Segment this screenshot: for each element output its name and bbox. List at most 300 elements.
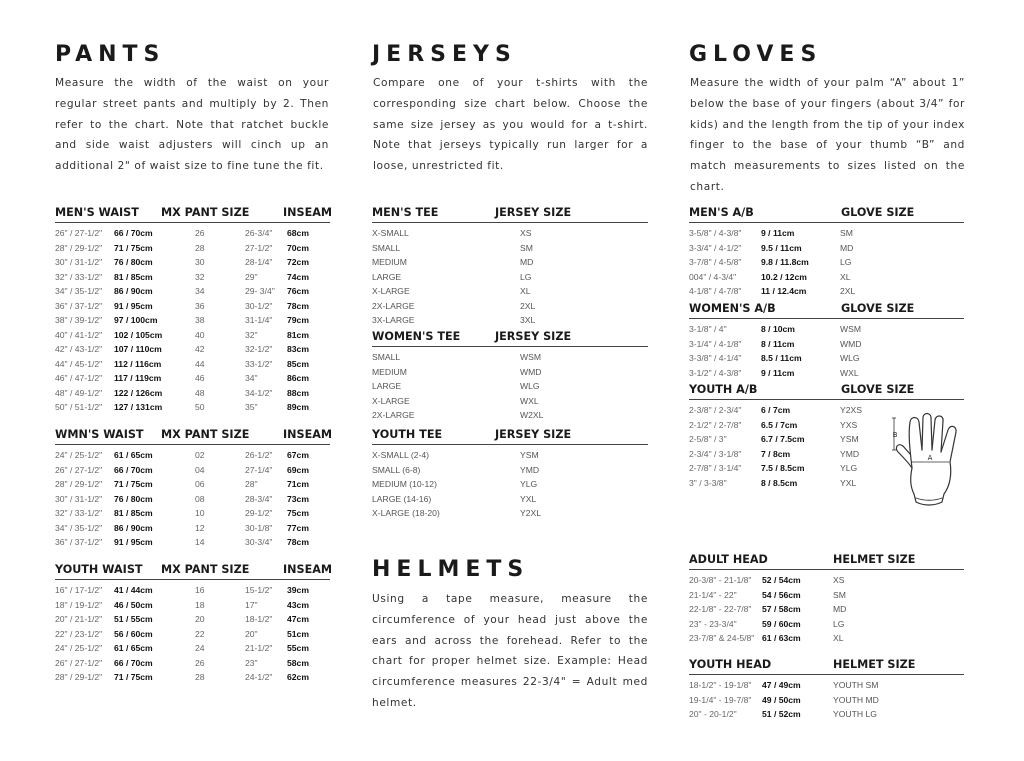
table-header: [689, 552, 964, 570]
table-cell: 3-3/4" / 4-1/2": [689, 242, 742, 253]
table-cell: 75cm: [287, 508, 309, 518]
table-cell: 8 / 10cm: [761, 324, 795, 334]
table-cell: 117 / 119cm: [114, 373, 162, 383]
table-cell: 2X-LARGE: [372, 300, 415, 311]
table-cell: 9.5 / 11cm: [761, 242, 802, 253]
table-cell: 59 / 60cm: [762, 618, 801, 629]
header-mx-pant-size: MX PANT SIZE: [161, 563, 250, 576]
header-mens-tee: MEN'S TEE: [372, 206, 439, 219]
table-cell: 52 / 54cm: [762, 575, 801, 585]
table-cell: 12: [195, 522, 205, 533]
table-cell: 14: [195, 537, 205, 547]
table-row: [689, 285, 964, 300]
table-cell: X-LARGE (18-20): [372, 508, 440, 518]
table-row: [372, 256, 648, 271]
table-cell: 10.2 / 12cm: [761, 271, 807, 282]
table-cell: 48" / 49-1/2": [55, 387, 103, 398]
youth-helmet-table: [689, 657, 964, 723]
table-header: [689, 657, 964, 675]
glove-diagram-icon: [890, 410, 972, 510]
helmets-title: HELMETS: [372, 557, 530, 582]
womens-glove-rows: [689, 319, 964, 381]
table-cell: 77cm: [287, 522, 309, 533]
table-cell: MEDIUM: [372, 366, 407, 377]
table-cell: 26" / 27-1/2": [55, 657, 103, 668]
table-cell: 71 / 75cm: [114, 479, 153, 489]
table-cell: SMALL: [372, 352, 401, 362]
table-cell: MEDIUM: [372, 257, 407, 267]
table-row: [372, 478, 648, 493]
table-row: [55, 271, 330, 286]
table-cell: 102 / 105cm: [114, 329, 163, 340]
table-row: [689, 404, 911, 419]
table-cell: 86cm: [287, 373, 309, 383]
table-cell: 43cm: [287, 599, 309, 610]
table-cell: 4-1/8" / 4-7/8": [689, 286, 742, 296]
table-cell: 26-3/4": [245, 228, 273, 238]
table-cell: 6.5 / 7cm: [761, 419, 798, 430]
table-row: [372, 227, 648, 242]
table-row: [55, 285, 330, 300]
table-cell: 2-3/8" / 2-3/4": [689, 405, 742, 415]
table-header: [55, 427, 333, 445]
table-cell: 29- 3/4": [245, 286, 275, 296]
table-cell: 91 / 95cm: [114, 300, 153, 311]
table-row: [372, 395, 648, 410]
table-cell: 42: [195, 344, 205, 354]
table-cell: 107 / 110cm: [114, 344, 162, 354]
youth-pants-rows: [55, 580, 330, 686]
table-cell: 6 / 7cm: [761, 405, 791, 415]
table-row: [689, 367, 964, 382]
table-cell: 46: [195, 373, 205, 383]
table-cell: 78cm: [287, 300, 309, 311]
table-cell: 18-1/2": [245, 614, 273, 624]
table-cell: 32" / 33-1/2": [55, 508, 103, 518]
table-cell: 8.5 / 11cm: [761, 353, 802, 363]
table-cell: 30" / 31-1/2": [55, 257, 103, 267]
table-row: [55, 256, 330, 271]
table-cell: 15-1/2": [245, 585, 273, 595]
table-cell: 39cm: [287, 585, 309, 595]
table-row: [689, 433, 911, 448]
table-cell: 28" / 29-1/2": [55, 672, 103, 682]
table-row: [55, 300, 330, 315]
table-cell: 57 / 58cm: [762, 604, 801, 614]
table-row: [372, 285, 648, 300]
table-cell: 70cm: [287, 242, 309, 253]
table-cell: 38: [195, 315, 205, 325]
table-row: [55, 628, 330, 643]
header-youth-head: YOUTH HEAD: [689, 658, 772, 671]
table-row: [55, 536, 330, 551]
table-cell: 85cm: [287, 358, 309, 369]
youth-helmet-rows: [689, 675, 964, 723]
table-cell: YSM: [840, 434, 859, 444]
table-cell: 11 / 12.4cm: [761, 286, 807, 296]
table-cell: 2XL: [840, 286, 856, 296]
youth-glove-rows: [689, 400, 911, 491]
table-cell: 18: [195, 599, 205, 610]
table-cell: LG: [840, 257, 852, 267]
table-row: [372, 300, 648, 315]
table-cell: 48: [195, 387, 205, 398]
table-cell: YOUTH MD: [833, 694, 879, 705]
table-cell: 26-1/2": [245, 450, 273, 460]
table-header: [372, 427, 648, 445]
table-cell: 51cm: [287, 628, 309, 639]
table-cell: MEDIUM (10-12): [372, 479, 437, 489]
table-row: [689, 708, 964, 723]
table-cell: WSM: [840, 324, 862, 334]
table-row: [689, 603, 964, 618]
gloves-title: GLOVES: [689, 42, 823, 67]
table-cell: 27-1/4": [245, 464, 273, 475]
table-cell: 28: [195, 242, 205, 253]
table-cell: 81 / 85cm: [114, 271, 153, 282]
table-cell: 41 / 44cm: [114, 585, 153, 595]
table-header: [372, 205, 648, 223]
table-cell: 3-1/2" / 4-3/8": [689, 367, 742, 378]
table-cell: 2-7/8" / 3-1/4": [689, 463, 742, 473]
table-cell: 79cm: [287, 315, 309, 325]
table-row: [689, 323, 964, 338]
table-cell: 30" / 31-1/2": [55, 493, 103, 504]
table-header: [55, 205, 333, 223]
table-cell: 7.5 / 8.5cm: [761, 463, 805, 473]
table-cell: 36" / 37-1/2": [55, 537, 103, 547]
table-cell: 28: [195, 672, 205, 682]
table-cell: 17": [245, 599, 258, 610]
table-cell: 2X-LARGE: [372, 410, 415, 420]
table-cell: 50: [195, 402, 205, 412]
table-row: [689, 618, 964, 633]
table-cell: 49 / 50cm: [762, 694, 801, 705]
table-cell: 28-3/4": [245, 493, 273, 504]
table-cell: 73cm: [287, 493, 309, 504]
header-helmet-size: HELMET SIZE: [833, 658, 916, 671]
table-header: [55, 562, 333, 580]
table-cell: 66 / 70cm: [114, 228, 153, 238]
table-cell: 20": [245, 628, 258, 639]
table-cell: WMD: [520, 366, 542, 377]
table-cell: 22-1/8" - 22-7/8": [689, 604, 752, 614]
table-cell: 42" / 43-1/2": [55, 344, 103, 354]
jerseys-description: Compare one of your t-shirts with the corresponding size chart below. Choose the same size jersey as you would for a t-shirt. Note that jerseys typically run larger for a loose, unrestricted fit.: [373, 77, 648, 173]
table-cell: X-SMALL (2-4): [372, 450, 429, 460]
table-row: [689, 271, 964, 286]
header-glove-size: GLOVE SIZE: [841, 383, 915, 396]
adult-helmet-table: [689, 552, 964, 647]
table-cell: 28" / 29-1/2": [55, 242, 103, 253]
table-cell: 127 / 131cm: [114, 402, 163, 412]
table-cell: 3XL: [520, 315, 536, 325]
table-cell: 61 / 65cm: [114, 450, 153, 460]
table-row: [55, 493, 330, 508]
table-cell: 18" / 19-1/2": [55, 599, 103, 610]
table-cell: W2XL: [520, 410, 544, 420]
table-row: [55, 449, 330, 464]
table-cell: 26" / 27-1/2": [55, 228, 103, 238]
table-cell: 91 / 95cm: [114, 537, 153, 547]
table-cell: 51 / 52cm: [762, 709, 801, 719]
table-row: [55, 599, 330, 614]
table-row: [55, 642, 330, 657]
table-cell: 30-1/2": [245, 300, 273, 311]
glove-label-a: A: [927, 454, 933, 462]
header-glove-size: GLOVE SIZE: [841, 206, 915, 219]
table-row: [689, 462, 911, 477]
table-cell: Y2XS: [840, 405, 862, 415]
youth-glove-table: [689, 382, 915, 491]
header-helmet-size: HELMET SIZE: [833, 553, 916, 566]
table-cell: SMALL: [372, 242, 401, 253]
table-cell: XL: [833, 633, 844, 643]
pants-description: Measure the width of the waist on your regular street pants and multiply by 2. Then refer to the chart. Note that ratchet buckle and side waist adjusters will cinch up an additional 2" of waist size to fine tune the fit.: [55, 77, 329, 173]
table-cell: 76 / 80cm: [114, 257, 153, 267]
table-cell: 69cm: [287, 464, 309, 475]
table-cell: 23": [245, 657, 258, 668]
table-cell: 26" / 27-1/2": [55, 464, 103, 475]
header-jersey-size: JERSEY SIZE: [495, 428, 572, 441]
table-cell: 3-3/8" / 4-1/4": [689, 353, 742, 363]
table-cell: 61 / 63cm: [762, 633, 801, 643]
table-cell: 6.7 / 7.5cm: [761, 434, 805, 444]
table-cell: LARGE: [372, 271, 402, 282]
mens-tee-rows: [372, 223, 648, 329]
table-row: [55, 329, 330, 344]
table-row: [372, 449, 648, 464]
table-cell: YXL: [520, 493, 537, 504]
table-cell: 3-7/8" / 4-5/8": [689, 257, 742, 267]
womens-tee-table: [372, 329, 648, 424]
table-cell: 32: [195, 271, 205, 282]
table-row: [55, 227, 330, 242]
table-header: [689, 205, 964, 223]
table-cell: 71cm: [287, 479, 309, 489]
table-cell: 86 / 90cm: [114, 286, 153, 296]
table-cell: 2-3/4" / 3-1/8": [689, 448, 742, 459]
table-cell: 67cm: [287, 450, 309, 460]
header-jersey-size: JERSEY SIZE: [495, 206, 572, 219]
table-row: [689, 227, 964, 242]
table-cell: 06: [195, 479, 205, 489]
table-cell: 20: [195, 614, 205, 624]
table-cell: 34": [245, 373, 258, 383]
table-row: [372, 493, 648, 508]
table-cell: WSM: [520, 352, 542, 362]
table-cell: 47 / 49cm: [762, 680, 801, 690]
table-cell: 26: [195, 228, 205, 238]
table-cell: 47cm: [287, 614, 309, 624]
mens-pants-rows: [55, 223, 330, 416]
header-womens-tee: WOMEN'S TEE: [372, 330, 461, 343]
table-cell: 24-1/2": [245, 672, 273, 682]
table-cell: 28" / 29-1/2": [55, 479, 103, 489]
header-wmns-waist: WMN'S WAIST: [55, 428, 144, 441]
table-cell: 62cm: [287, 672, 309, 682]
table-cell: 19-1/4" - 19-7/8": [689, 694, 752, 705]
header-youth-ab: YOUTH A/B: [689, 383, 758, 396]
header-youth-waist: YOUTH WAIST: [55, 563, 143, 576]
glove-label-b: B: [892, 431, 898, 439]
table-cell: LG: [520, 271, 532, 282]
table-cell: 83cm: [287, 344, 309, 354]
table-cell: 89cm: [287, 402, 309, 412]
table-cell: YOUTH LG: [833, 709, 877, 719]
table-cell: YMD: [520, 464, 540, 475]
table-cell: 35": [245, 402, 258, 412]
table-cell: X-LARGE: [372, 286, 410, 296]
header-mens-ab: MEN'S A/B: [689, 206, 754, 219]
table-row: [55, 613, 330, 628]
table-cell: 2-1/2" / 2-7/8": [689, 419, 742, 430]
table-cell: 29": [245, 271, 258, 282]
header-youth-tee: YOUTH TEE: [372, 428, 443, 441]
table-row: [55, 401, 330, 416]
table-cell: 40: [195, 329, 205, 340]
table-cell: 30-1/8": [245, 522, 273, 533]
table-cell: 44: [195, 358, 205, 369]
table-cell: 34" / 35-1/2": [55, 522, 103, 533]
table-cell: 28-1/4": [245, 257, 273, 267]
table-cell: 66 / 70cm: [114, 464, 153, 475]
table-cell: 9.8 / 11.8cm: [761, 257, 809, 267]
table-row: [689, 679, 964, 694]
table-cell: 97 / 100cm: [114, 315, 158, 325]
table-cell: 23-7/8" & 24-5/8": [689, 633, 755, 643]
table-cell: XS: [520, 228, 532, 238]
table-cell: WLG: [520, 381, 540, 391]
youth-tee-rows: [372, 445, 648, 522]
table-cell: X-SMALL: [372, 228, 409, 238]
header-mens-waist: MEN'S WAIST: [55, 206, 139, 219]
table-cell: 3-1/8" / 4": [689, 324, 727, 334]
youth-tee-table: [372, 427, 648, 522]
header-adult-head: ADULT HEAD: [689, 553, 768, 566]
table-header: [689, 382, 964, 400]
table-row: [55, 478, 330, 493]
table-cell: WXL: [520, 395, 539, 406]
header-mx-pant-size: MX PANT SIZE: [161, 428, 250, 441]
table-cell: 66 / 70cm: [114, 657, 153, 668]
header-jersey-size: JERSEY SIZE: [495, 330, 572, 343]
table-row: [689, 574, 964, 589]
table-cell: 76cm: [287, 286, 309, 296]
table-cell: MD: [840, 242, 854, 253]
table-header: [372, 329, 648, 347]
table-cell: 3" / 3-3/8": [689, 477, 727, 488]
gloves-description: Measure the width of your palm “A” about 1” below the base of your fingers (about 3/4” for kids) and the length from the tip of your index finger to the base of your thumb “B” and match measurements to sizes listed on the chart.: [690, 77, 965, 193]
table-cell: 9 / 11cm: [761, 367, 795, 378]
table-cell: 68cm: [287, 228, 309, 238]
womens-pants-table: [55, 427, 333, 551]
table-cell: 51 / 55cm: [114, 614, 153, 624]
table-cell: 32" / 33-1/2": [55, 271, 103, 282]
table-cell: 33-1/2": [245, 358, 273, 369]
table-cell: 20" / 21-1/2": [55, 614, 103, 624]
table-cell: YXL: [840, 477, 857, 488]
table-row: [372, 380, 648, 395]
table-cell: Y2XL: [520, 508, 542, 518]
table-cell: 2-5/8" / 3": [689, 434, 727, 444]
table-cell: 16: [195, 585, 205, 595]
table-cell: 31-1/4": [245, 315, 273, 325]
table-row: [689, 242, 964, 257]
table-cell: 122 / 126cm: [114, 387, 163, 398]
table-row: [372, 464, 648, 479]
header-inseam: INSEAM: [283, 428, 333, 441]
table-row: [55, 584, 330, 599]
table-cell: 78cm: [287, 537, 309, 547]
table-row: [55, 372, 330, 387]
table-cell: 50" / 51-1/2": [55, 402, 103, 412]
table-cell: 3X-LARGE: [372, 315, 415, 325]
table-cell: 21-1/4" - 22": [689, 589, 737, 600]
table-cell: 04: [195, 464, 205, 475]
table-cell: 9 / 11cm: [761, 228, 795, 238]
table-cell: 29-1/2": [245, 508, 273, 518]
table-row: [689, 256, 964, 271]
table-cell: MD: [520, 257, 534, 267]
table-cell: 61 / 65cm: [114, 643, 153, 653]
table-cell: 36" / 37-1/2": [55, 300, 103, 311]
table-cell: SM: [520, 242, 533, 253]
table-cell: WXL: [840, 367, 859, 378]
table-cell: 18-1/2" - 19-1/8": [689, 680, 752, 690]
header-inseam: INSEAM: [283, 206, 333, 219]
table-cell: 004" / 4-3/4": [689, 271, 737, 282]
table-cell: 16" / 17-1/2": [55, 585, 103, 595]
table-cell: 112 / 116cm: [114, 358, 162, 369]
table-row: [55, 522, 330, 537]
table-cell: 86 / 90cm: [114, 522, 153, 533]
table-cell: 7 / 8cm: [761, 448, 791, 459]
table-row: [372, 409, 648, 424]
table-row: [55, 314, 330, 329]
table-cell: 28": [245, 479, 258, 489]
table-cell: 8 / 11cm: [761, 338, 795, 349]
table-row: [55, 507, 330, 522]
table-cell: 32-1/2": [245, 344, 273, 354]
table-row: [689, 448, 911, 463]
table-cell: 34-1/2": [245, 387, 273, 398]
table-cell: YLG: [840, 463, 858, 473]
table-cell: LARGE (14-16): [372, 493, 432, 504]
table-row: [689, 589, 964, 604]
table-row: [55, 343, 330, 358]
table-cell: 3-5/8" / 4-3/8": [689, 228, 742, 238]
table-cell: LARGE: [372, 381, 402, 391]
table-row: [55, 358, 330, 373]
table-row: [689, 477, 911, 492]
helmets-description: Using a tape measure, measure the circumference of your head just above the ears and across the forehead. Refer to the chart for proper helmet size. Example: Head circumference measures 22-3/4" = Adult med helmet.: [372, 593, 648, 709]
table-row: [55, 242, 330, 257]
table-cell: 55cm: [287, 643, 309, 653]
table-cell: 54 / 56cm: [762, 589, 801, 600]
table-cell: 20-3/8" - 21-1/8": [689, 575, 752, 585]
table-cell: 24: [195, 643, 205, 653]
table-cell: 30: [195, 257, 205, 267]
table-cell: 58cm: [287, 657, 309, 668]
table-cell: 32": [245, 329, 258, 340]
table-cell: YLG: [520, 479, 538, 489]
table-cell: 36: [195, 300, 205, 311]
table-cell: 46" / 47-1/2": [55, 373, 103, 383]
table-cell: XL: [840, 271, 851, 282]
table-cell: 81 / 85cm: [114, 508, 153, 518]
table-cell: 72cm: [287, 257, 309, 267]
